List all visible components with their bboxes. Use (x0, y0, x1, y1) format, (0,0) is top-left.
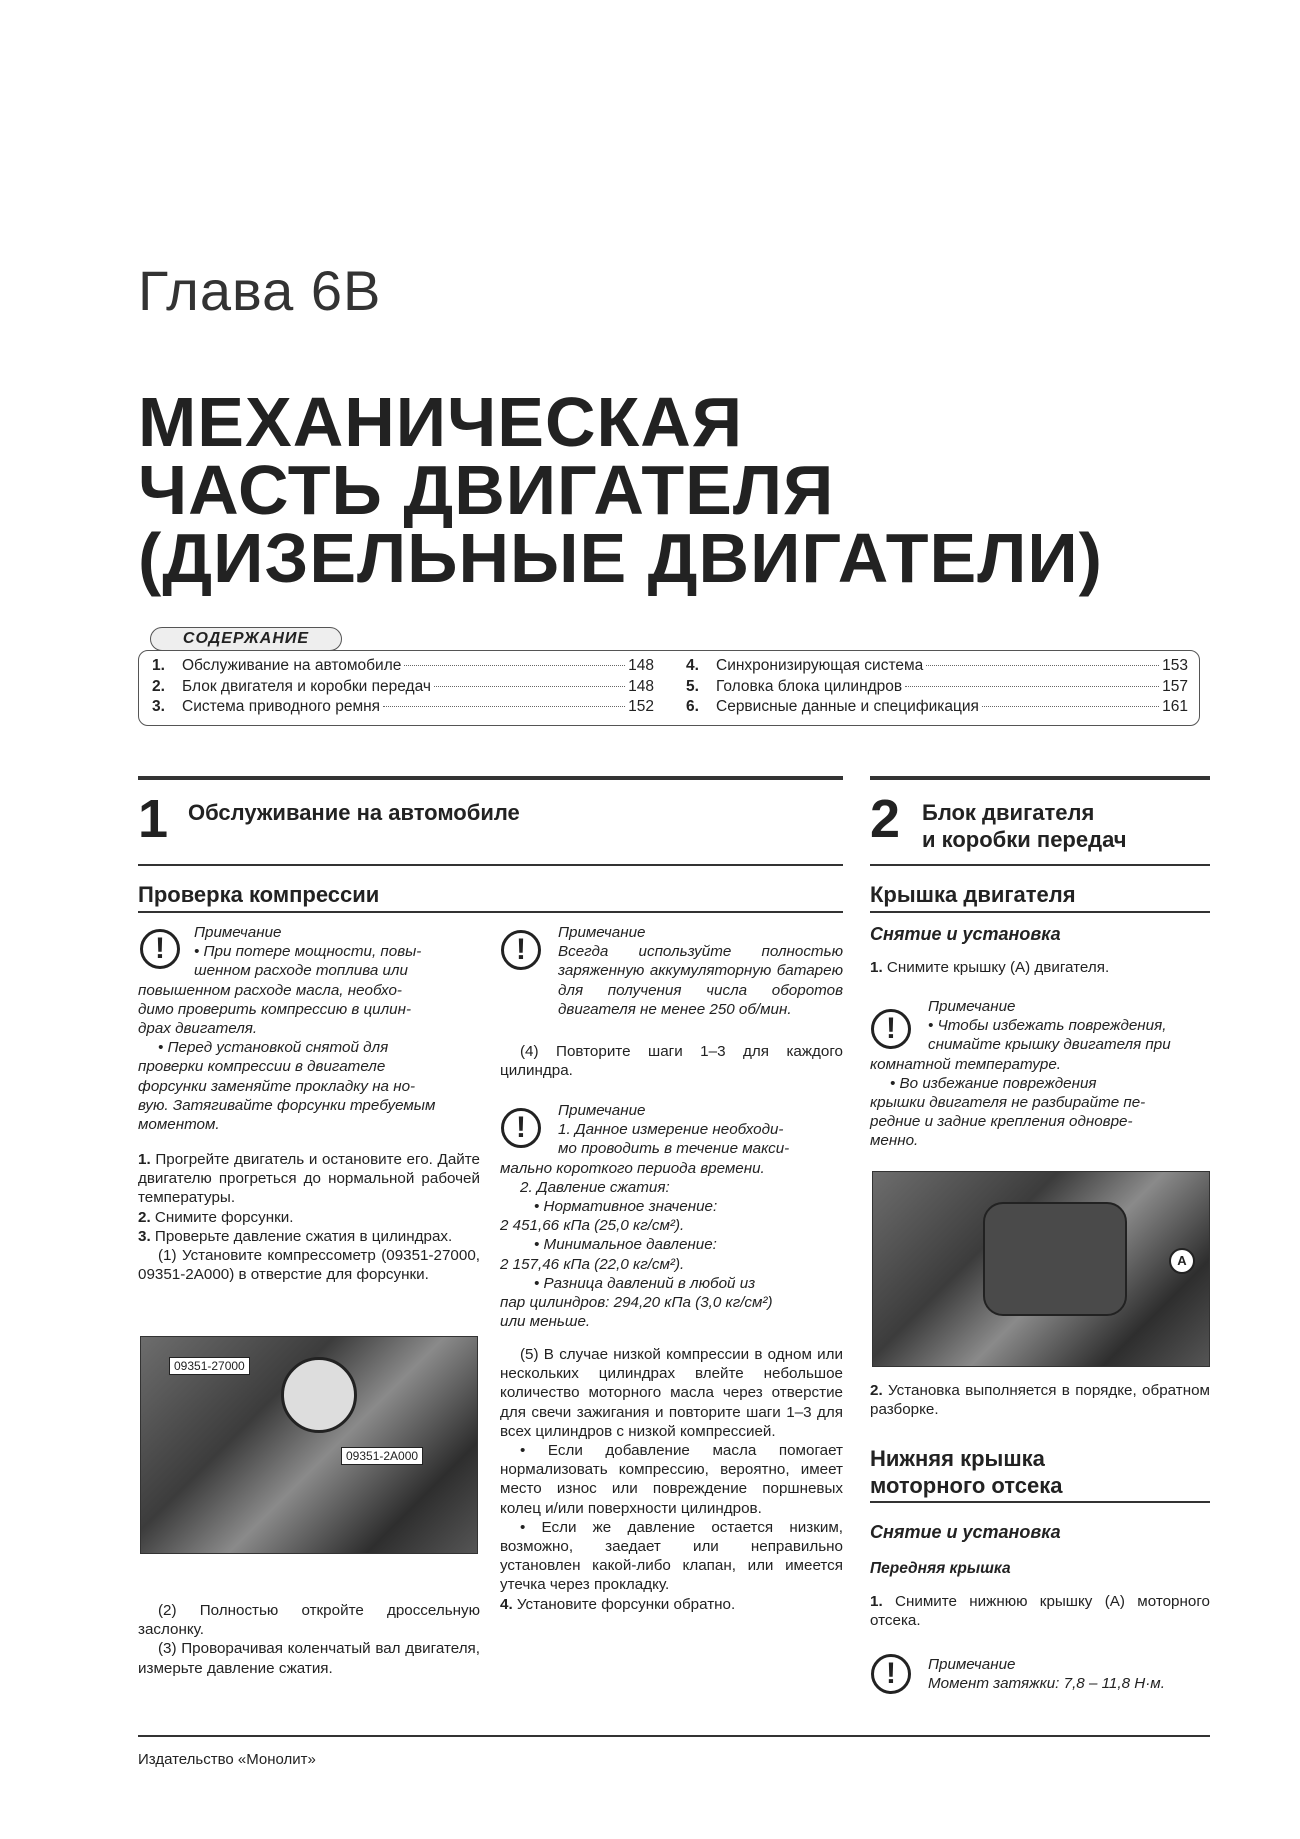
toc-item-text: Головка блока цилиндров (716, 677, 903, 695)
bullet: • Если добавление масла помогает нормализовать компрессию, вероятно, имеет место износ или повреждение поршневых колец и/или поверхности цилиндров. (500, 1442, 843, 1517)
toc-item-page: 161 (1162, 698, 1188, 715)
note-line: • Нормативное значение: (534, 1198, 718, 1216)
toc-item[interactable] (686, 657, 1188, 678)
title-line: ЧАСТЬ ДВИГАТЕЛЯ (138, 451, 835, 529)
note-line: 2 451,66 кПа (25,0 кг/см²). (500, 1217, 685, 1235)
toc-item-page: 157 (1162, 677, 1188, 695)
bullet: • Если же давление остается низким, возможно, заедает или неправильно установлен какой-либо клапан, или имеется утечка через прокладку. (500, 1518, 843, 1594)
note-line: драх двигателя. (138, 1020, 258, 1038)
warning-icon: ! (140, 929, 180, 969)
note-line: вую. Затягивайте форсунки требуемым (138, 1096, 436, 1114)
note-line: проверки компрессии в двигателе (138, 1058, 386, 1076)
step-text: Установите форсунки обратно. (516, 1595, 736, 1613)
note-line: • Перед установкой снятой для (158, 1039, 389, 1057)
note-label: Примечание (194, 924, 282, 941)
warning-icon: ! (871, 1009, 911, 1049)
step-text: Проверьте давление сжатия в цилиндрах. (154, 1227, 453, 1245)
toc-item-number: 1. (152, 657, 165, 674)
subsection-title: Крышка двигателя (870, 882, 1076, 907)
section-1-title: Обслуживание на автомобиле (188, 800, 520, 825)
note-line: 2. Давление сжатия: (520, 1178, 670, 1196)
chapter-label: Глава 6В (138, 259, 382, 322)
step-number: 4. (500, 1595, 513, 1613)
title-line: МЕХАНИЧЕСКАЯ (138, 383, 744, 461)
warning-icon: ! (501, 1108, 541, 1148)
warning-icon: ! (871, 1654, 911, 1694)
toc-item-text: Система приводного ремня (182, 698, 381, 715)
note-line: редние и задние крепления одновре- (870, 1113, 1133, 1131)
subheading: Снятие и установка (870, 1522, 1061, 1542)
note-line: • Минимальное давление: (534, 1236, 717, 1254)
note-line: комнатной температуре. (870, 1055, 1062, 1073)
toc-item[interactable] (152, 678, 654, 699)
gauge-icon (281, 1357, 357, 1433)
step-number: 3. (138, 1227, 151, 1245)
engine-cover-photo (872, 1171, 1210, 1367)
toc-label: СОДЕРЖАНИЕ (150, 627, 342, 651)
section-2-title-line: Блок двигателя (922, 800, 1095, 825)
note-line: • Чтобы избежать повреждения, (928, 1017, 1167, 1035)
note-1 (138, 923, 480, 1134)
photo-callout: 09351-27000 (169, 1357, 250, 1375)
section-rule (870, 911, 1210, 913)
note-line: 2 157,46 кПа (22,0 кг/см²). (500, 1255, 685, 1273)
title-line: (ДИЗЕЛЬНЫЕ ДВИГАТЕЛИ) (138, 519, 1103, 597)
substep: (4) Повторите шаги 1–3 для каждого цилиндра. (500, 1043, 843, 1080)
subsection-title (870, 1445, 1062, 1499)
step-text: Снимите форсунки. (154, 1208, 294, 1226)
section-rule (870, 1501, 1210, 1503)
toc-item-number: 5. (686, 677, 699, 695)
step (138, 1227, 480, 1246)
section-rule (138, 911, 843, 913)
note-line: • Разница давлений в любой из (534, 1274, 756, 1292)
substep: (2) Полностью откройте дроссельную заслонку. (138, 1602, 480, 1639)
step-text: Прогрейте двигатель и остановите его. Дайте двигателю прогреться до нормальной рабочей температуры. (138, 1151, 480, 1207)
step (870, 958, 1210, 977)
step-text: Установка выполняется в порядке, обратном разборке. (870, 1382, 1210, 1419)
toc-item-number: 4. (686, 657, 699, 674)
note-line: повышенном расходе масла, необхо- (138, 981, 402, 999)
warning-icon: ! (501, 930, 541, 970)
step-number: 1. (870, 1593, 883, 1610)
note-line: крышки двигателя не разбирайте пе- (870, 1094, 1146, 1112)
section-rule (870, 864, 1210, 866)
note-label: Примечание (558, 1102, 646, 1119)
note-3 (500, 1101, 843, 1331)
step-number: 1. (870, 959, 883, 976)
section-1-number: 1 (138, 789, 169, 849)
subheading: Снятие и установка (870, 924, 1061, 944)
note-text: Всегда используйте полностью заряженную аккумуляторную батарею для получения числа оборотов двигателя не менее 250 об/мин. (558, 943, 843, 1018)
subsection-title-line: Нижняя крышка (870, 1446, 1045, 1471)
step (870, 1381, 1210, 1419)
step-text: Снимите крышку (A) двигателя. (886, 959, 1110, 976)
toc-column-left (152, 657, 654, 719)
note-4 (870, 997, 1210, 1151)
toc-item[interactable] (686, 698, 1188, 719)
note-label: Примечание (928, 1656, 1016, 1673)
toc-item-text: Сервисные данные и спецификация (716, 698, 979, 715)
toc-item-text: Обслуживание на автомобиле (182, 657, 402, 674)
note-5 (928, 1655, 1210, 1693)
toc-item-page: 152 (628, 698, 654, 715)
footer-rule (138, 1735, 1210, 1737)
photo-callout: 09351-2A000 (341, 1447, 423, 1465)
section-rule (138, 776, 843, 780)
section-2-title (922, 799, 1127, 853)
steps-block-3 (500, 1345, 843, 1614)
section-rule (870, 776, 1210, 780)
toc-item-text: Синхронизирующая система (716, 657, 924, 674)
note-line: мально короткого периода времени. (500, 1159, 765, 1177)
note-text: Момент затяжки: 7,8 – 11,8 Н·м. (928, 1675, 1165, 1693)
subsection-title-line: моторного отсека (870, 1473, 1063, 1498)
note-label: Примечание (928, 998, 1016, 1015)
toc-item-page: 153 (1162, 657, 1188, 674)
section-2-title-line: и коробки передач (922, 827, 1127, 852)
note-line: • При потере мощности, повы- (194, 943, 422, 961)
note-2 (500, 923, 843, 1019)
note-label: Примечание (558, 924, 646, 941)
section-2-number: 2 (870, 789, 901, 849)
photo-callout: A (1169, 1248, 1195, 1274)
toc-item-number: 6. (686, 698, 699, 715)
toc-column-right (686, 657, 1188, 719)
step (500, 1595, 843, 1614)
page-title (138, 383, 1103, 597)
note-line: мо проводить в течение макси- (558, 1140, 790, 1158)
substep: (1) Установите компрессометр (09351-27000, 09351-2A000) в отверстие для форсунки. (138, 1247, 480, 1284)
toc-item-number: 2. (152, 677, 165, 695)
note-line: моментом. (138, 1116, 220, 1134)
step-text: Снимите нижнюю крышку (A) моторного отсека. (870, 1593, 1210, 1630)
engine-cover-shape (983, 1202, 1127, 1316)
substep: (5) В случае низкой компрессии в одном или нескольких цилиндрах влейте небольшое количество моторного масла через отверстие для свечи зажигания и повторите шаги 1–3 для всех цилиндров с низкой компрессией. (500, 1346, 843, 1440)
note-line: менно. (870, 1132, 919, 1150)
note-line: снимайте крышку двигателя при (928, 1036, 1171, 1054)
step (138, 1150, 480, 1208)
steps-block-2 (138, 1601, 480, 1678)
toc-item-number: 3. (152, 698, 165, 715)
step-number: 1. (138, 1151, 151, 1168)
step (138, 1208, 480, 1227)
note-line: пар цилиндров: 294,20 кПа (3,0 кг/см²) (500, 1294, 773, 1312)
subheading: Передняя крышка (870, 1560, 1011, 1577)
toc-item-page: 148 (628, 657, 654, 674)
note-line: шенном расходе топлива или (194, 962, 408, 980)
toc-item[interactable] (686, 678, 1188, 699)
step-number: 2. (138, 1208, 151, 1226)
substep: (3) Проворачивая коленчатый вал двигателя, измерьте давление сжатия. (138, 1640, 480, 1677)
toc-item[interactable] (152, 657, 654, 678)
publisher-footer: Издательство «Монолит» (138, 1751, 316, 1768)
subsection-title: Проверка компрессии (138, 882, 380, 907)
note-line: 1. Данное измерение необходи- (558, 1121, 784, 1139)
step (870, 1592, 1210, 1630)
step-number: 2. (870, 1382, 883, 1399)
toc-item-text: Блок двигателя и коробки передач (182, 677, 431, 695)
note-line: форсунки заменяйте прокладку на но- (138, 1077, 416, 1095)
compression-test-photo (140, 1336, 478, 1554)
section-rule (138, 864, 843, 866)
note-line: или меньше. (500, 1313, 591, 1331)
note-line: • Во избежание повреждения (890, 1074, 1097, 1092)
toc-item[interactable] (152, 698, 654, 719)
note-line: димо проверить компрессию в цилин- (138, 1000, 412, 1018)
steps-block-1 (138, 1150, 480, 1284)
toc-item-page: 148 (628, 677, 654, 695)
